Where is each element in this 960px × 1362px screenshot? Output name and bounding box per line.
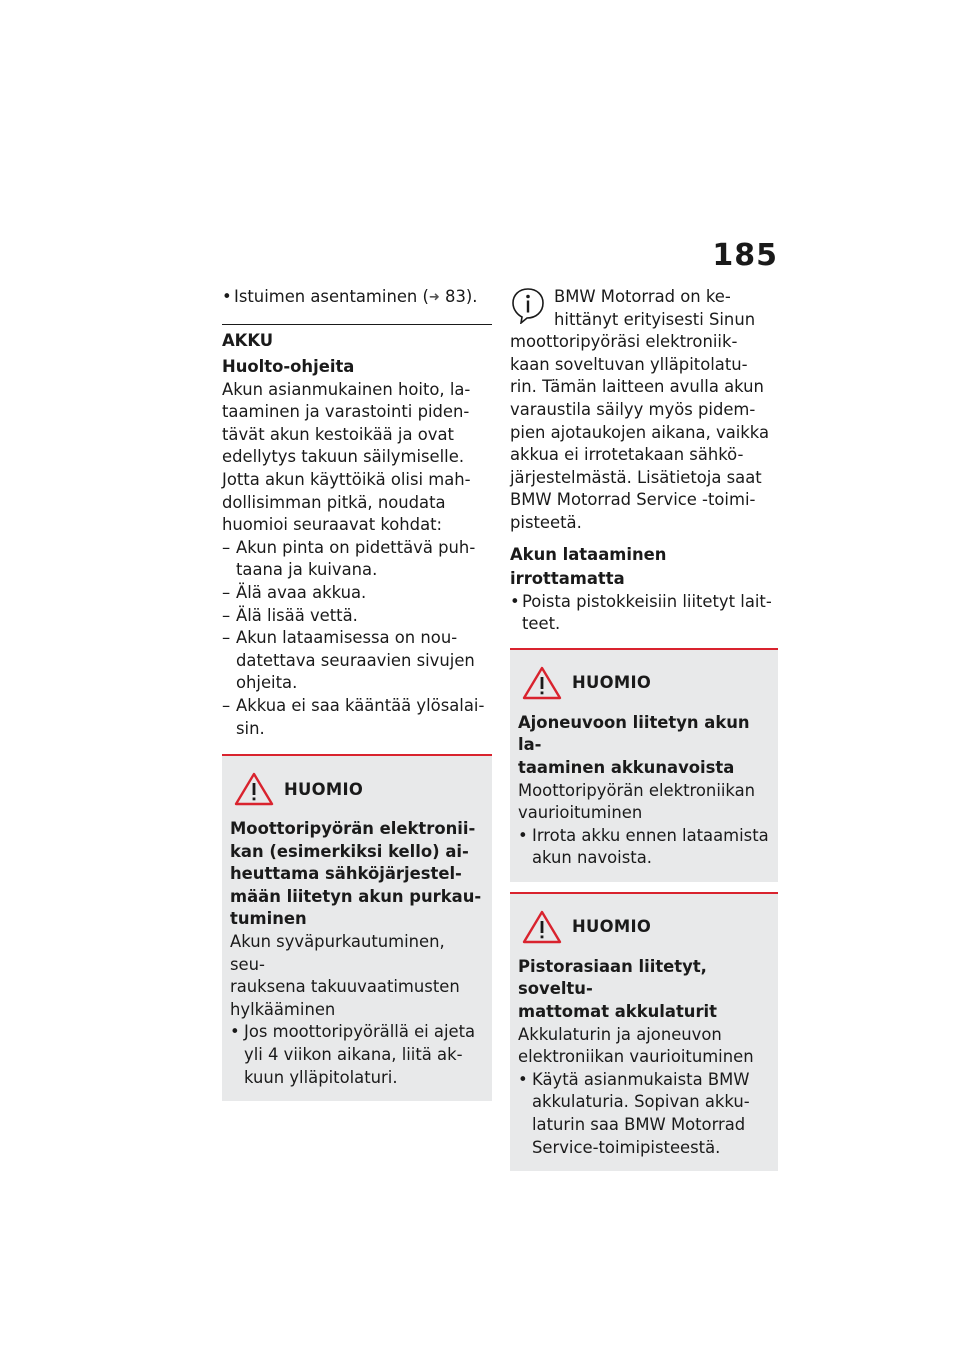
warning-triangle-icon (522, 666, 562, 700)
warning-title-line: mään liitetyn akun purkau- (230, 886, 482, 906)
warning-triangle-icon (522, 910, 562, 944)
warning-body (230, 931, 484, 1021)
para-line: huomioi seuraavat kohdat: (222, 515, 443, 535)
warning-body-line: hylkääminen (230, 999, 336, 1019)
intro-bullet (222, 286, 492, 310)
right-column (510, 286, 778, 1171)
warning-title-line: kan (esimerkiksi kello) ai- (230, 841, 469, 861)
subsection-title: Huolto-ohjeita (222, 356, 355, 376)
dash-line: – Akun pinta on pidettävä puh- (236, 537, 476, 557)
info-line: hittänyt erityisesti Sinun (554, 309, 756, 329)
warning-bullet-line: • Jos moottoripyörällä ei ajeta (244, 1022, 476, 1042)
para-line: Akun asianmukainen hoito, la- (222, 379, 471, 399)
warning-bullet-line: • Käytä asianmukaista BMW (532, 1069, 750, 1089)
dash-line: – Akun lataamisessa on nou- (236, 628, 458, 648)
warning-title-line: Pistorasiaan liitetyt, soveltu- (518, 956, 707, 999)
para-line: dollisimman pitkä, noudata (222, 492, 446, 512)
warning-label: HUOMIO (284, 779, 364, 799)
warning-bullet-line: akun navoista. (532, 848, 652, 868)
warning-title-line: heuttama sähköjärjestel- (230, 864, 462, 884)
subsection-title: Akun lataaminen irrottamatta (510, 544, 667, 588)
left-column (222, 286, 492, 1101)
intro-bullet-ref: 83). (445, 287, 478, 306)
warning-bullet (518, 825, 770, 870)
warning-label: HUOMIO (572, 917, 652, 937)
info-line: pisteetä. (510, 512, 582, 532)
warning-bullet-line: akkulaturia. Sopivan akku- (532, 1092, 750, 1112)
warning-bullet-line: laturin saa BMW Motorrad (532, 1115, 746, 1135)
para-line: taaminen ja varastointi piden- (222, 402, 470, 422)
warning-body-line: elektroniikan vaurioituminen (518, 1047, 754, 1067)
warning-bullet-line: Service-toimipisteestä. (532, 1137, 721, 1157)
warning-body-line: Moottoripyörän elektroniikan (518, 780, 756, 800)
warning-title-line: tuminen (230, 909, 307, 929)
info-line: kaan soveltuvan ylläpitolatu- (510, 354, 748, 374)
section-heading (222, 324, 492, 379)
warning-title-line: mattomat akkulaturit (518, 1002, 718, 1022)
warning-body-line: Akkulaturin ja ajoneuvon (518, 1024, 722, 1044)
para-line: tävät akun kestoikää ja ovat (222, 424, 454, 444)
dash-item (222, 537, 492, 582)
info-line: rin. Tämän laitteen avulla akun (510, 377, 764, 397)
dash-item (222, 627, 492, 695)
info-line: BMW Motorrad Service -toimi- (510, 490, 756, 510)
warning-bullet-line: yli 4 viikon aikana, liitä ak- (244, 1045, 463, 1065)
section-title: AKKU (222, 330, 274, 350)
charging-bullet (510, 591, 778, 636)
warning-title (230, 818, 484, 931)
warning-box (222, 754, 492, 1101)
dash-line: taana ja kuivana. (236, 560, 378, 580)
warning-header (230, 772, 484, 806)
info-icon (510, 286, 546, 324)
dash-line: – Akkua ei saa kääntää ylösalai- (236, 695, 485, 715)
warning-body (518, 1024, 770, 1069)
dash-line: datettava seuraavien sivujen (236, 650, 475, 670)
dash-item (222, 695, 492, 740)
dash-line: – Älä avaa akkua. (236, 582, 367, 602)
warning-body-line: rauksena takuuvaatimusten (230, 977, 460, 997)
warning-title-line: taaminen akkunavoista (518, 757, 735, 777)
warning-bullet (518, 1069, 770, 1159)
info-line: moottoripyöräsi elektroniik- (510, 332, 738, 352)
care-paragraph (222, 379, 492, 537)
warning-body-line: Akun syväpurkautuminen, seu- (230, 932, 445, 974)
warning-header (518, 666, 770, 700)
warning-bullet-line: kuun ylläpitolaturi. (244, 1067, 398, 1087)
dash-line: ohjeita. (236, 673, 298, 693)
page-ref-arrow-icon: ➜ (428, 290, 440, 305)
info-line: järjestelmästä. Lisätietoja saat (510, 467, 762, 487)
dash-item (222, 605, 492, 628)
dash-line: – Älä lisää vettä. (236, 605, 358, 625)
warning-label: HUOMIO (572, 673, 652, 693)
page-number: 185 (712, 238, 778, 273)
warning-title-line: Moottoripyörän elektronii- (230, 819, 476, 839)
warning-box-1 (510, 648, 778, 882)
warning-bullet (230, 1021, 484, 1089)
info-line: varaustila säilyy myös pidem- (510, 399, 756, 419)
info-line: pien ajotaukojen aikana, vaikka (510, 422, 770, 442)
para-line: Jotta akun käyttöikä olisi mah- (222, 469, 471, 489)
warning-body-line: vaurioituminen (518, 803, 643, 823)
dash-line: sin. (236, 718, 265, 738)
warning-title-line: Ajoneuvoon liitetyn akun la- (518, 712, 750, 755)
warning-body (518, 780, 770, 825)
charging-bullet-line: • Poista pistokkeisiin liitetyt lait- (522, 591, 772, 611)
warning-header (518, 910, 770, 944)
info-note (510, 286, 778, 535)
warning-triangle-icon (234, 772, 274, 806)
warning-bullet-line: • Irrota akku ennen lataamista (532, 825, 769, 845)
para-line: edellytys takuun säilymiselle. (222, 447, 465, 467)
warning-box-2 (510, 892, 778, 1171)
warning-title (518, 956, 770, 1024)
intro-bullet-text: Istuimen asentaminen ( (234, 287, 429, 306)
dash-list (222, 537, 492, 740)
warning-title (518, 712, 770, 780)
info-line: akkua ei irrotetakaan sähkö- (510, 445, 744, 465)
charging-bullet-line: teet. (522, 614, 561, 634)
dash-item (222, 582, 492, 605)
info-line: BMW Motorrad on ke- (554, 287, 731, 306)
